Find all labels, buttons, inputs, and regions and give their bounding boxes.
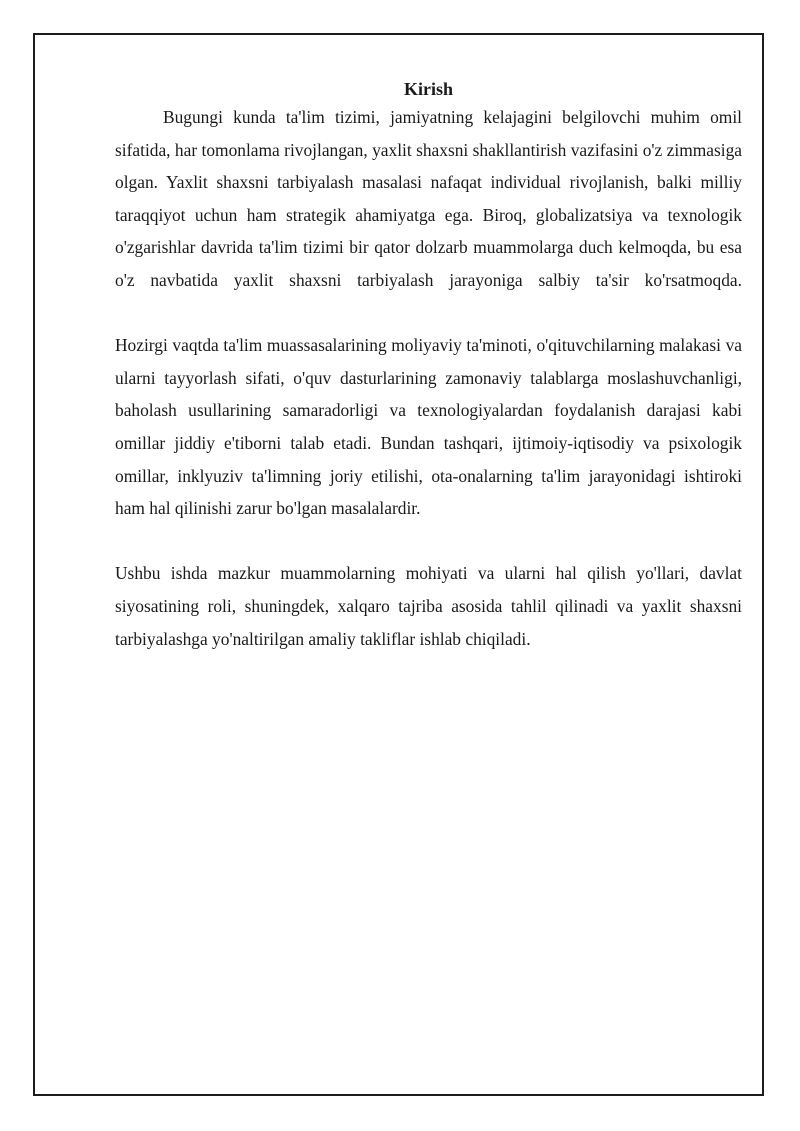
paragraph-1: Bugungi kunda ta'lim tizimi, jamiyatning kelajagini belgilovchi muhim omil sifatida, har tomonlama rivojlangan, yaxlit shaxsni shakllantirish vazifasini o'z zimmasiga olgan. Yaxlit shaxsni tarbiyalash masalasi nafaqat individual rivojlanish, balki milliy taraqqiyot uchun ham strategik ahamiyatga ega. Biroq, globalizatsiya va texnologik o'zgarishlar davrida ta'lim tizimi bir qator dolzarb muammolarga duch kelmoqda, bu esa o'z navbatida yaxlit shaxsni tarbiyalash jarayoniga salbiy ta'sir ko'rsatmoqda. [115, 107, 742, 290]
document-title: Kirish [403, 79, 453, 99]
paragraph-gap [115, 525, 742, 558]
document-body [115, 74, 742, 655]
paragraph-2: Hozirgi vaqtda ta'lim muassasalarining moliyaviy ta'minoti, o'qituvchilarning malakasi va ularni tayyorlash sifati, o'quv dasturlarining zamonaviy talablarga moslashuvchanligi, baholash usullarining samaradorligi va texnologiyalardan foydalanish darajasi kabi omillar jiddiy e'tiborni talab etadi. Bundan tashqari, ijtimoiy-iqtisodiy va psixologik omillar, inklyuziv ta'limning joriy etilishi, ota-onalarning ta'lim jarayonidagi ishtiroki ham hal qilinishi zarur bo'lgan masalalardir. [115, 335, 742, 519]
paragraph-3: Ushbu ishda mazkur muammolarning mohiyati va ularni hal qilish yo'llari, davlat siyosatining roli, shuningdek, xalqaro tajriba asosida tahlil qilinadi va yaxlit shaxsni tarbiyalashga yo'naltirilgan amaliy takliflar ishlab chiqiladi. [115, 563, 742, 649]
paragraph-gap [115, 297, 742, 330]
